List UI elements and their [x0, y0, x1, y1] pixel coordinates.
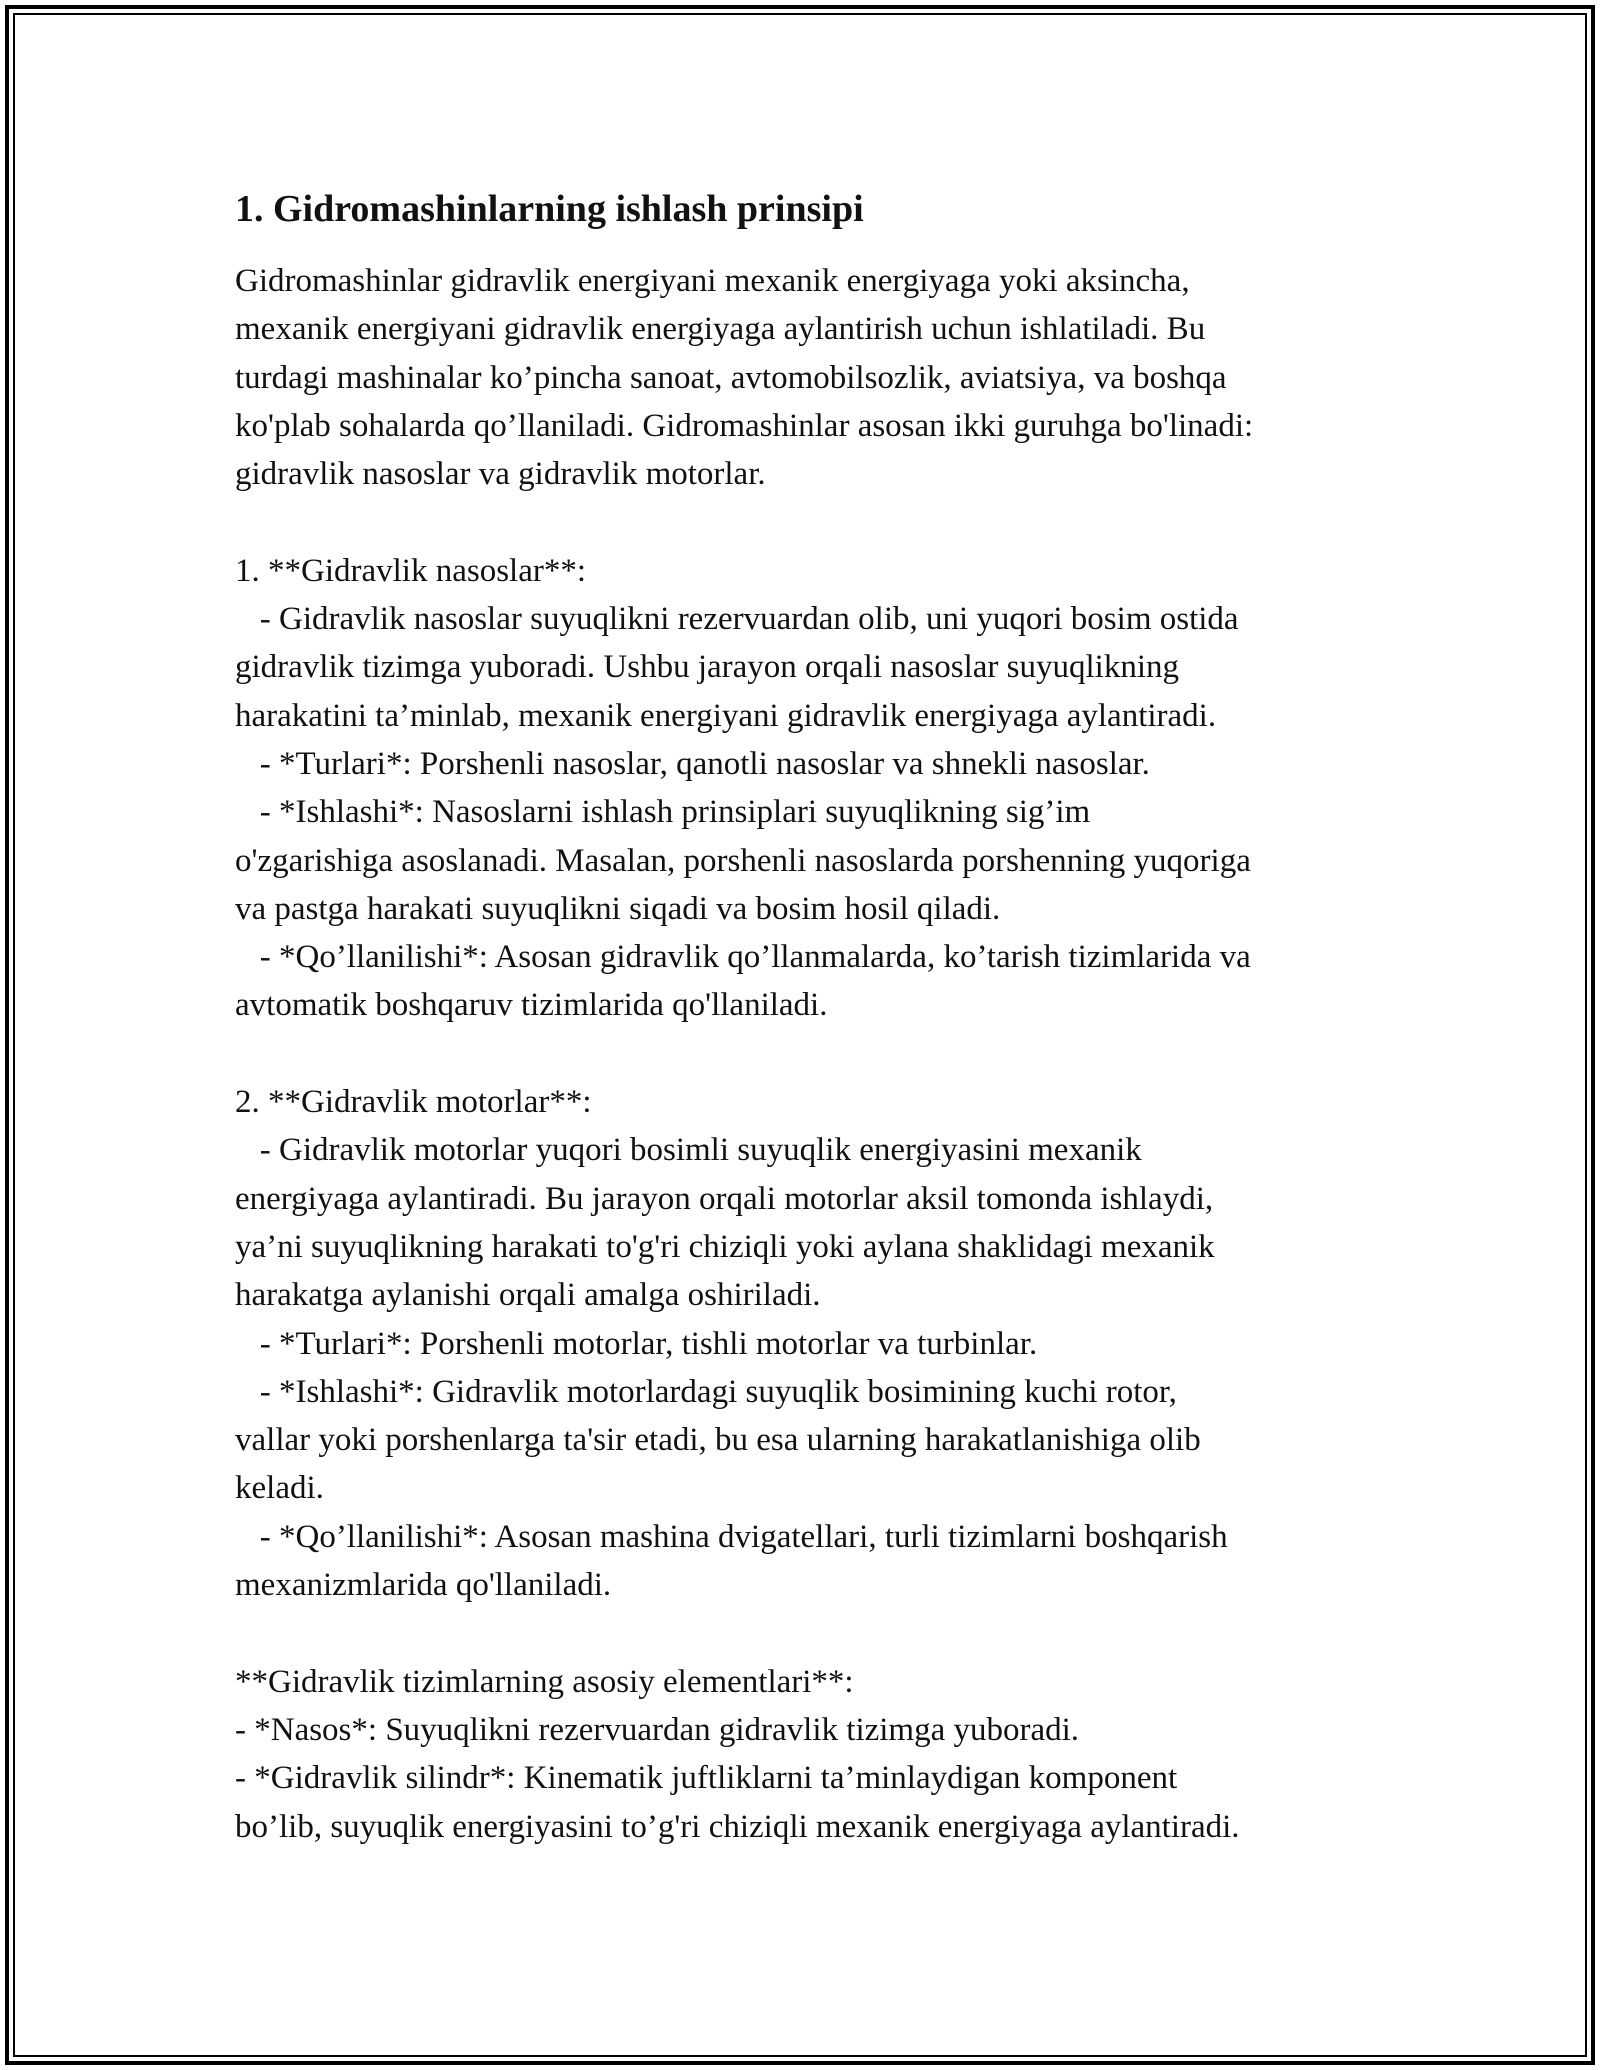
document-title: 1. Gidromashinlarning ishlash prinsipi — [235, 188, 864, 230]
document-body — [235, 185, 1380, 1851]
document-text: Gidromashinlar gidravlik energiyani mexanik energiyaga yoki aksincha, mexanik energiyani gidravlik energiyaga aylantirish uchun ishlatiladi. Bu turdagi mashinalar ko’pincha sanoat, avtomobilsozlik, aviatsiya, va boshqa ko'plab sohalarda qo’llaniladi. Gidromashinlar asosan ikki guruhga bo'linadi: gidravlik nasoslar va gidravlik motorlar. 1. **Gidravlik nasoslar**: - Gidravlik nasoslar suyuqlikni rezervuardan olib, uni yuqori bosim ostida gidravlik tizimga yuboradi. Ushbu jarayon orqali nasoslar suyuqlikning harakatini ta’minlab, mexanik energiyani gidravlik energiyaga aylantiradi. - *Turlari*: Porshenli nasoslar, qanotli nasoslar va shnekli nasoslar. - *Ishlashi*: Nasoslarni ishlash prinsiplari suyuqlikning sig’im o'zgarishiga asoslanadi. Masalan, porshenli nasoslarda porshenning yuqoriga va pastga harakati suyuqlikni siqadi va bosim hosil qiladi. - *Qo’llanilishi*: Asosan gidravlik qo’llanmalarda, ko’tarish tizimlarida va avtomatik boshqaruv tizimlarida qo'llaniladi. 2. **Gidravlik motorlar**: - Gidravlik motorlar yuqori bosimli suyuqlik energiyasini mexanik energiyaga aylantiradi. Bu jarayon orqali motorlar aksil tomonda ishlaydi, ya’ni suyuqlikning harakati to'g'ri chiziqli yoki aylana shaklidagi mexanik harakatga aylanishi orqali amalga oshiriladi. - *Turlari*: Porshenli motorlar, tishli motorlar va turbinlar. - *Ishlashi*: Gidravlik motorlardagi suyuqlik bosimining kuchi rotor, vallar yoki porshenlarga ta'sir etadi, bu esa ularning harakatlanishiga olib keladi. - *Qo’llanilishi*: Asosan mashina dvigatellari, turli tizimlarni boshqarish mexanizmlarida qo'llaniladi. **Gidravlik tizimlarning asosiy elementlari**: - *Nasos*: Suyuqlikni rezervuardan gidravlik tizimga yuboradi. - *Gidravlik silindr*: Kinematik juftliklarni ta’minlaydigan komponent bo’lib, suyuqlik energiyasini to’g'ri chiziqli mexanik energiyaga aylantiradi. — [235, 263, 1254, 1845]
